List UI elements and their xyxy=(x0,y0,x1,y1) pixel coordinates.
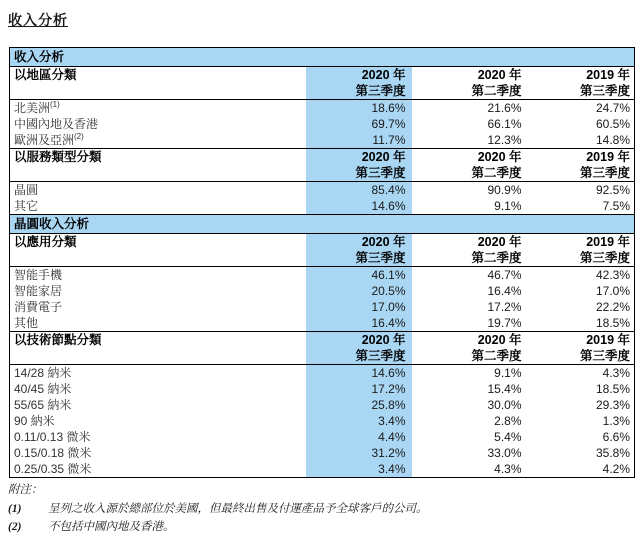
table-row-node-14-28nm xyxy=(10,365,635,382)
footnote-text: 呈列之收入源於總部位於美國，但最終出售及付運產品予全球客戶的公司。 xyxy=(48,503,428,515)
section-header-tech-node xyxy=(10,332,635,365)
col-header-2019-q3 xyxy=(524,67,635,100)
section-label-service-type: 以服務類型分類 xyxy=(10,149,306,182)
col-header-year: 2020 年 xyxy=(361,68,406,82)
value-2020-q3: 31.2% xyxy=(306,445,412,461)
row-label: 14/28 納米 xyxy=(14,366,72,380)
value-2019-q3: 18.5% xyxy=(595,382,631,396)
col-header-quarter: 第三季度 xyxy=(355,84,406,98)
value-2019-q3: 29.3% xyxy=(595,398,631,412)
col-header-quarter: 第二季度 xyxy=(471,84,522,98)
value-2019-q3: 24.7% xyxy=(595,101,631,115)
value-2020-q3: 3.4% xyxy=(306,461,412,478)
table-row-north-america xyxy=(10,100,635,117)
col-header-2019-q3: 2019 年 第三季度 xyxy=(524,234,635,267)
value-2020-q3: 17.0% xyxy=(306,299,412,315)
value-2020-q2: 12.3% xyxy=(487,133,522,147)
value-2019-q3: 17.0% xyxy=(595,284,631,298)
footnotes xyxy=(8,481,608,538)
value-2020-q2: 9.1% xyxy=(494,199,522,213)
row-label: 40/45 納米 xyxy=(14,382,72,396)
section-header-region xyxy=(10,67,635,100)
value-2020-q2: 17.2% xyxy=(487,300,522,314)
value-2019-q3: 22.2% xyxy=(595,300,631,314)
section-label-tech-node: 以技術節點分類 xyxy=(10,332,306,365)
value-2020-q3: 3.4% xyxy=(306,413,412,429)
value-2020-q3: 46.1% xyxy=(306,267,412,284)
row-label: 晶圓 xyxy=(14,183,39,197)
value-2020-q2: 5.4% xyxy=(494,430,522,444)
table-row-smartphone xyxy=(10,267,635,284)
row-label: 智能手機 xyxy=(14,268,63,282)
value-2020-q3: 85.4% xyxy=(306,182,412,199)
row-label: 0.25/0.35 微米 xyxy=(14,462,92,476)
row-label: 0.11/0.13 微米 xyxy=(14,430,91,444)
row-label: 消費電子 xyxy=(14,300,63,314)
col-header-2019-q3: 2019 年 第三季度 xyxy=(524,332,635,365)
value-2020-q3: 14.6% xyxy=(306,198,412,215)
band-row-wafer-revenue xyxy=(10,215,635,234)
col-header-2020-q3 xyxy=(306,67,412,100)
table-row-europe-asia xyxy=(10,132,635,149)
footnote-2 xyxy=(8,520,608,534)
value-2020-q3: 69.7% xyxy=(306,116,412,132)
table-row-node-55-65nm xyxy=(10,397,635,413)
section-label-application: 以應用分類 xyxy=(10,234,306,267)
value-2020-q2: 30.0% xyxy=(487,398,522,412)
row-label: 其它 xyxy=(14,199,39,213)
row-label: 90 納米 xyxy=(14,414,55,428)
table-row-consumer-electronics xyxy=(10,299,635,315)
row-label: 55/65 納米 xyxy=(14,398,72,412)
footnote-text: 不包括中國內地及香港。 xyxy=(48,521,175,533)
col-header-2019-q3: 2019 年 第三季度 xyxy=(524,149,635,182)
footnotes-heading: 附注： xyxy=(8,484,43,496)
section-label-region: 以地區分類 xyxy=(10,67,306,100)
value-2020-q2: 9.1% xyxy=(494,366,522,380)
value-2019-q3: 35.8% xyxy=(595,446,631,460)
footnote-1 xyxy=(8,502,608,516)
col-header-year: 2020 年 xyxy=(477,68,522,82)
band-label-wafer-revenue: 晶圓收入分析 xyxy=(10,215,635,234)
table-row-node-40-45nm xyxy=(10,381,635,397)
footnote-number: (2) xyxy=(8,521,22,533)
col-header-2020-q3: 2020 年 第三季度 xyxy=(306,234,412,267)
band-label-revenue: 收入分析 xyxy=(10,48,635,67)
section-header-service-type xyxy=(10,149,635,182)
col-header-2020-q3: 2020 年 第三季度 xyxy=(306,332,412,365)
col-header-2020-q3: 2020 年 第三季度 xyxy=(306,149,412,182)
row-label: 0.15/0.18 微米 xyxy=(14,446,92,460)
value-2020-q2: 33.0% xyxy=(487,446,522,460)
table-row-others-service xyxy=(10,198,635,215)
value-2020-q3: 4.4% xyxy=(306,429,412,445)
footnote-ref: (1) xyxy=(50,100,60,109)
row-label: 其他 xyxy=(14,316,39,330)
col-header-2020-q2: 2020 年 第二季度 xyxy=(412,149,524,182)
table-row-china-hk xyxy=(10,116,635,132)
value-2020-q2: 66.1% xyxy=(487,117,522,131)
value-2020-q3: 18.6% xyxy=(306,100,412,117)
footnote-number: (1) xyxy=(8,503,22,515)
value-2020-q3: 11.7% xyxy=(306,132,412,149)
value-2019-q3: 92.5% xyxy=(595,183,631,197)
value-2019-q3: 4.3% xyxy=(602,366,631,380)
revenue-analysis-table xyxy=(9,47,635,478)
col-header-2020-q2: 2020 年 第二季度 xyxy=(412,234,524,267)
section-header-application xyxy=(10,234,635,267)
value-2019-q3: 1.3% xyxy=(602,414,631,428)
value-2020-q2: 15.4% xyxy=(487,382,522,396)
row-label: 中國內地及香港 xyxy=(14,117,99,131)
col-header-year: 2019 年 xyxy=(586,68,631,82)
value-2020-q3: 17.2% xyxy=(306,381,412,397)
row-label: 歐洲及亞洲$^{(2)}$ xyxy=(14,132,84,147)
page-title: 收入分析 xyxy=(8,12,68,28)
table-row-node-011-013um xyxy=(10,429,635,445)
col-header-2020-q2 xyxy=(412,67,524,100)
table-row-node-025-035um xyxy=(10,461,635,478)
col-header-2020-q2: 2020 年 第二季度 xyxy=(412,332,524,365)
value-2020-q2: 46.7% xyxy=(487,268,522,282)
value-2020-q3: 14.6% xyxy=(306,365,412,382)
value-2020-q2: 16.4% xyxy=(487,284,522,298)
value-2019-q3: 7.5% xyxy=(602,199,631,213)
value-2020-q2: 21.6% xyxy=(487,101,522,115)
value-2019-q3: 14.8% xyxy=(595,133,631,147)
row-label: 北美洲$^{(1)}$ xyxy=(14,100,60,115)
value-2019-q3: 6.6% xyxy=(602,430,631,444)
value-2019-q3: 42.3% xyxy=(595,268,631,282)
table-row-node-015-018um xyxy=(10,445,635,461)
value-2020-q3: 16.4% xyxy=(306,315,412,332)
value-2020-q2: 90.9% xyxy=(487,183,522,197)
value-2020-q2: 19.7% xyxy=(487,316,522,330)
table-row-smart-home xyxy=(10,283,635,299)
value-2020-q3: 25.8% xyxy=(306,397,412,413)
value-2019-q3: 60.5% xyxy=(595,117,631,131)
value-2020-q2: 2.8% xyxy=(494,414,522,428)
value-2020-q2: 4.3% xyxy=(494,462,522,476)
value-2020-q3: 20.5% xyxy=(306,283,412,299)
footnote-ref: (2) xyxy=(74,132,84,141)
band-row-revenue xyxy=(10,48,635,67)
table-row-wafer xyxy=(10,182,635,199)
table-row-others-application xyxy=(10,315,635,332)
value-2019-q3: 4.2% xyxy=(602,462,631,476)
value-2019-q3: 18.5% xyxy=(595,316,631,330)
table-row-node-90nm xyxy=(10,413,635,429)
row-label: 智能家居 xyxy=(14,284,63,298)
col-header-quarter: 第三季度 xyxy=(580,84,631,98)
